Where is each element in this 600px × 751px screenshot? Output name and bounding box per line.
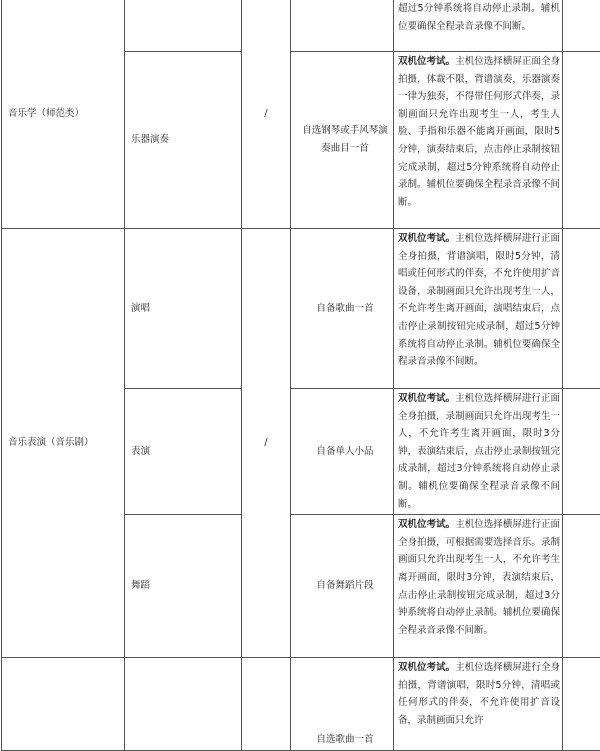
requirement-text: 超过5分钟系统将自动停止录制。辅机位要确保全程录音录像不间断。 [398,3,560,32]
table-row [2,229,600,389]
requirement-text: 主机位选择横屏进行正面全身拍摄，可根据需要选择音乐。录制画面只允许出现考生一人，不允许考生离开画面，限时3分钟，表演结束后，点击停止录制按钮完成录制，超过3分钟系统将自动停止录制。辅机位要确保全程录音录像不间断。 [398,519,560,636]
slash-cell: / [242,0,291,229]
content-cell [291,52,394,229]
requirement-lead: 双机位考试。 [398,662,455,673]
content-cell [291,229,394,389]
content-cell [291,658,394,751]
remark-cell [563,389,600,515]
remark-cell [563,229,600,389]
remark-cell [563,52,600,229]
remark-cell [563,0,600,52]
slash-cell: / [242,229,291,658]
category-cell [2,658,125,751]
remark-cell [563,515,600,658]
exam-requirements-table [1,0,600,751]
requirement-lead: 双机位考试。 [398,56,455,67]
content-label: 自备单人小品 [316,446,373,457]
requirement-text: 主机位选择横屏正面全身拍摄，体裁不限，背谱演奏，乐器演奏一律为独奏，不得带任何形式伴奏，录制画面只允许出现考生一人，考生人脸、手指和乐器不能离开画面，限时5分钟，演奏结束后，点击停止录制按钮完成录制，超过5分钟系统将自动停止录制。辅机位要确保全程录音录像不间断。 [398,56,560,208]
subject-cell [125,658,242,751]
requirement-cell [394,389,563,515]
requirement-cell [394,229,563,389]
remark-cell [563,658,600,751]
subject-cell [125,0,242,52]
requirement-cell [394,52,563,229]
category-cell [2,0,125,229]
requirement-cell [394,515,563,658]
subject-cell [125,52,242,229]
content-cell [291,0,394,52]
subject-label: 乐器演奏 [131,134,169,145]
subject-label: 演唱 [131,303,150,314]
requirement-cell [394,658,563,751]
requirement-lead: 双机位考试。 [398,519,455,530]
requirement-lead: 双机位考试。 [398,233,455,244]
subject-cell [125,515,242,658]
slash-cell [242,658,291,751]
requirement-lead: 双机位考试。 [398,393,455,404]
requirement-text: 主机位选择横屏进行正面全身拍摄，背谱演唱，限时5分钟，清唱或任何形式的伴奏，不允许使用扩音设备，录制画面只允许出现考生一人，不允许考生离开画面，演唱结束后，点击停止录制按钮完成录制，超过5分钟系统将自动停止录制。辅机位要确保全程录音录像不间断。 [398,233,560,367]
category-label: 音乐学（师范类） [8,108,84,119]
category-label: 音乐表演（音乐剧） [8,437,94,448]
content-cell [291,515,394,658]
requirement-cell [394,0,563,52]
subject-cell [125,389,242,515]
content-label: 自备舞蹈片段 [316,580,373,591]
subject-label: 舞蹈 [131,580,150,591]
subject-label: 表演 [131,446,150,457]
content-label: 自备歌曲一首 [316,303,373,314]
content-label: 自选歌曲一首 [316,734,373,745]
requirement-text: 主机位选择横屏进行正面全身拍摄，录制画面只允许出现考生一人，不允许考生离开画面，限时3分钟，表演结束后，点击停止录制按钮完成录制，超过3分钟系统将自动停止录制。辅机位要确保全程录音录像不间断。 [398,393,560,510]
table-row [2,658,600,751]
requirement-text: 主机位选择横屏进行全身拍摄，背谱演唱，限时5分钟，清唱或任何形式的伴奏，不允许使用扩音设备，录制画面只允许 [398,662,560,726]
subject-cell [125,229,242,389]
category-cell [2,229,125,658]
table-row [2,0,600,52]
content-cell [291,389,394,515]
content-label: 自选钢琴或手风琴演奏曲目一首 [302,125,388,154]
